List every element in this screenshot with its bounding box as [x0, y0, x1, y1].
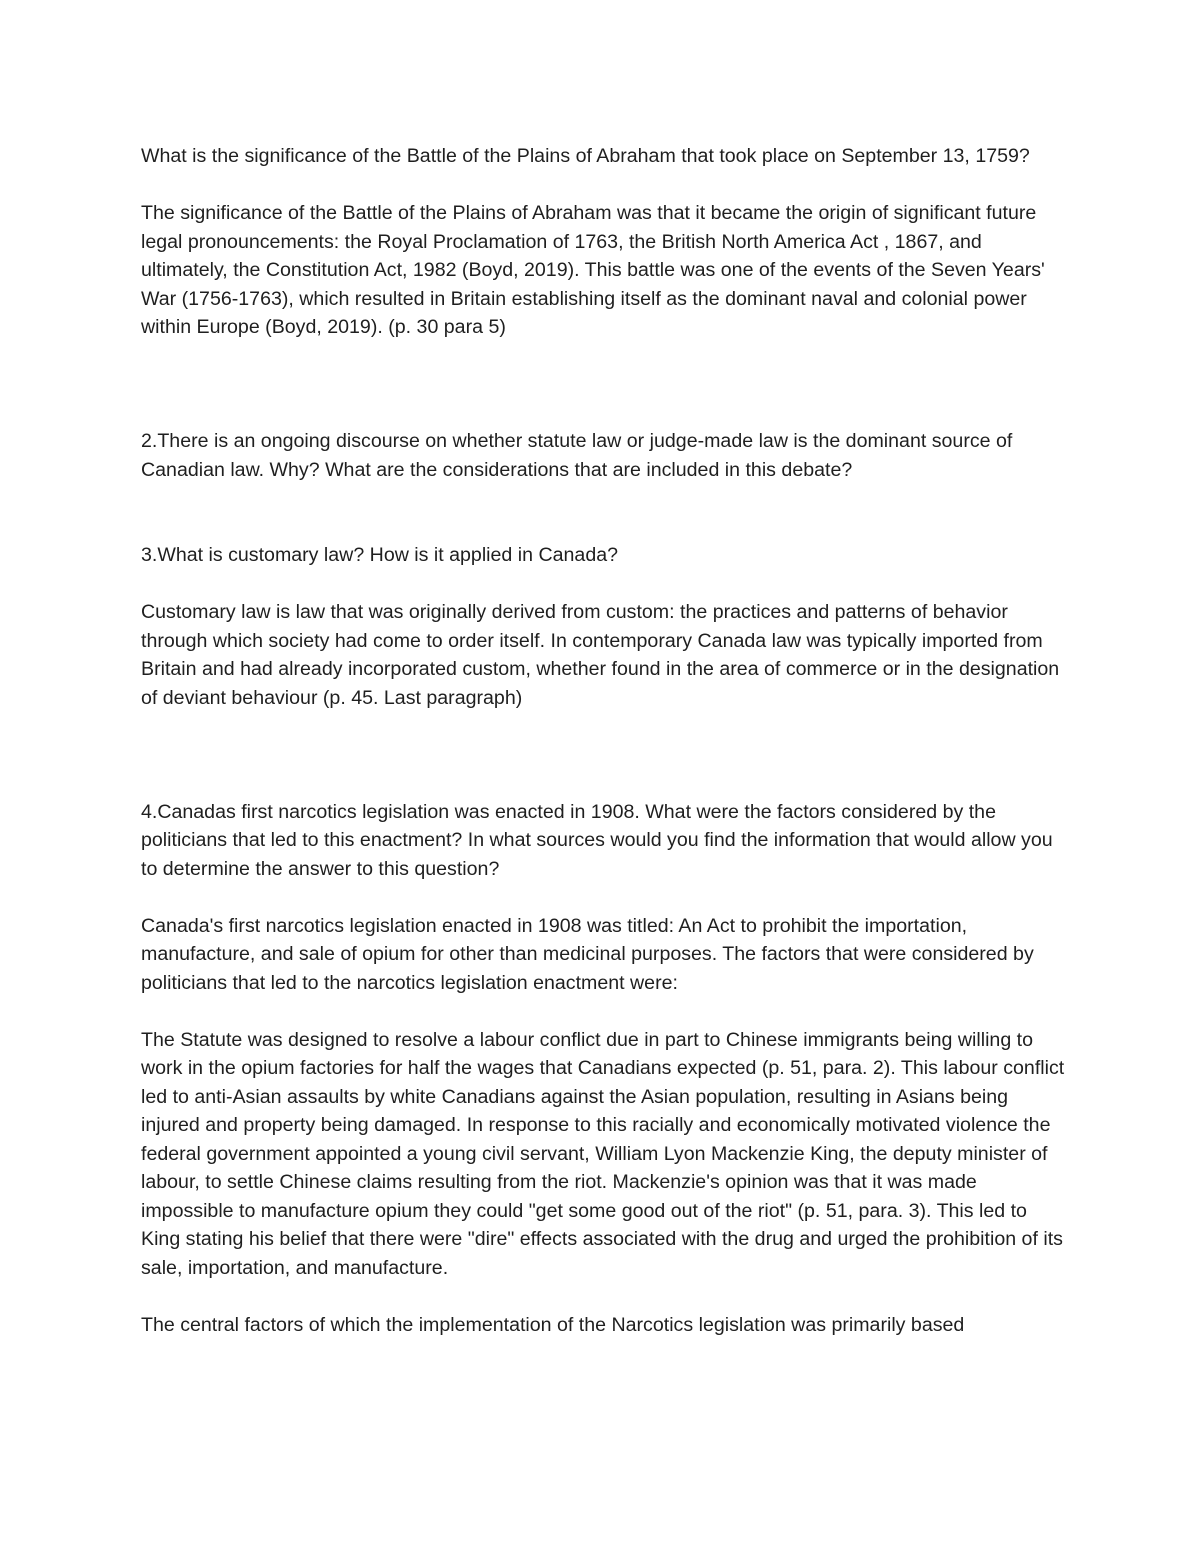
document-page — [141, 142, 1071, 1339]
answer-1: The significance of the Battle of the Plains of Abraham was that it became the origin of significant future legal pronouncements: the Royal Proclamation of 1763, the British North America Act , 1867, and ultimately, the Constitution Act, 1982 (Boyd, 2019). This battle was one of the events of the Seven Years' War (1756-1763), which resulted in Britain establishing itself as the dominant naval and colonial power within Europe (Boyd, 2019). (p. 30 para 5) — [141, 202, 1045, 338]
question-2: 2.There is an ongoing discourse on whether statute law or judge-made law is the dominant source of Canadian law. Why? What are the considerations that are included in this debate? — [141, 430, 1013, 481]
answer-4-paragraph-3: The central factors of which the implementation of the Narcotics legislation was primarily based — [141, 1313, 965, 1336]
question-4: 4.Canadas first narcotics legislation was enacted in 1908. What were the factors considered by the politicians that led to this enactment? In what sources would you find the information that would allow you to determine the answer to this question? — [141, 800, 1053, 880]
answer-3: Customary law is law that was originally derived from custom: the practices and patterns of behavior through which society had come to order itself. In contemporary Canada law was typically imported from Britain and had already incorporated custom, whether found in the area of commerce or in the designation of deviant behaviour (p. 45. Last paragraph) — [141, 601, 1060, 709]
question-3: 3.What is customary law? How is it applied in Canada? — [141, 544, 619, 566]
answer-4-paragraph-2: The Statute was designed to resolve a labour conflict due in part to Chinese immigrants being willing to work in the opium factories for half the wages that Canadians expected (p. 51, para. 2). This labour conflict led to anti-Asian assaults by white Canadians against the Asian population, resulting in Asians being injured and property being damaged. In response to this racially and economically motivated violence the federal government appointed a young civil servant, William Lyon Mackenzie King, the deputy minister of labour, to settle Chinese claims resulting from the riot. Mackenzie's opinion was that it was made impossible to manufacture opium they could "get some good out of the riot" (p. 51, para. 3). This led to King stating his belief that there were "dire" effects associated with the drug and urged the prohibition of its sale, importation, and manufacture. — [141, 1028, 1065, 1279]
question-1: What is the significance of the Battle of the Plains of Abraham that took place on September 13, 1759? — [141, 145, 1030, 167]
answer-4-paragraph-1: Canada's first narcotics legislation enacted in 1908 was titled: An Act to prohibit the importation, manufacture, and sale of opium for other than medicinal purposes. The factors that were considered by politicians that led to the narcotics legislation enactment were: — [141, 914, 1034, 994]
